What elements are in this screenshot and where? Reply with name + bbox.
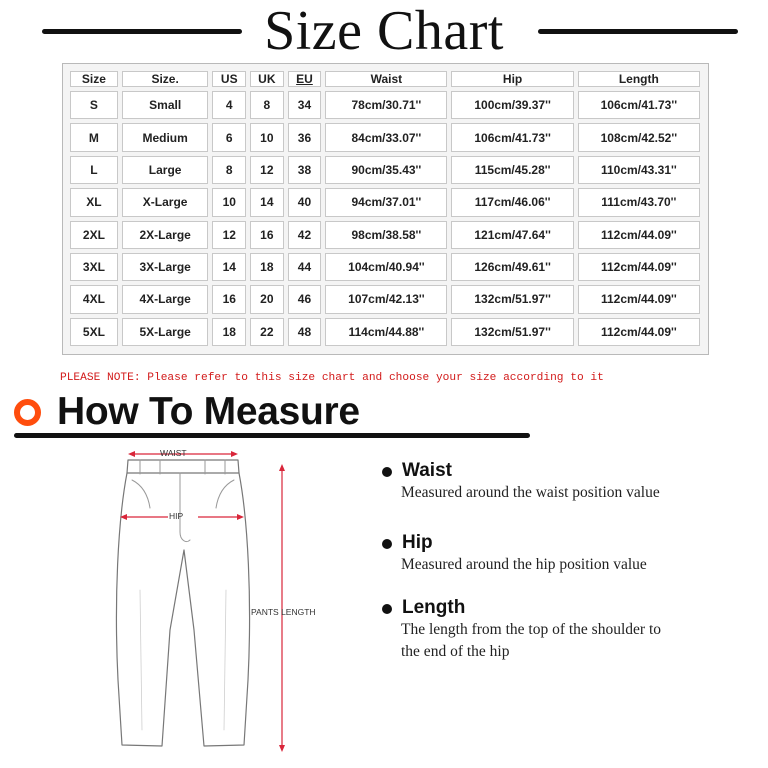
length-diagram-label: PANTS LENGTH: [251, 607, 316, 617]
cell-uk: 22: [250, 318, 284, 346]
hip-diagram-label: HIP: [169, 511, 184, 521]
header-hip: Hip: [451, 71, 573, 87]
cell-size: 4XL: [70, 285, 118, 313]
cell-eu: 42: [288, 221, 322, 249]
measure-title: Hip: [402, 532, 433, 553]
measure-desc-line: The length from the top of the shoulder to: [401, 621, 661, 638]
cell-length: 112cm/44.09'': [578, 285, 700, 313]
cell-waist: 104cm/40.94'': [325, 253, 447, 281]
cell-size: 3XL: [70, 253, 118, 281]
bullet-icon: [382, 539, 392, 549]
table-row: [70, 285, 700, 313]
cell-us: 16: [212, 285, 246, 313]
cell-uk: 14: [250, 188, 284, 216]
table-header-row: [70, 71, 700, 87]
cell-size-name: X-Large: [122, 188, 209, 216]
cell-size: 2XL: [70, 221, 118, 249]
cell-size-name: Large: [122, 156, 209, 184]
table-row: [70, 156, 700, 184]
header-waist: Waist: [325, 71, 447, 87]
cell-hip: 132cm/51.97'': [451, 318, 573, 346]
cell-uk: 10: [250, 123, 284, 151]
measure-desc: [401, 554, 731, 576]
cell-eu: 46: [288, 285, 322, 313]
cell-length: 108cm/42.52'': [578, 123, 700, 151]
table-row: [70, 221, 700, 249]
size-table-container: [62, 63, 709, 355]
measure-desc-line: the end of the hip: [401, 643, 510, 660]
cell-waist: 78cm/30.71'': [325, 91, 447, 119]
how-to-measure-title: How To Measure: [57, 390, 360, 433]
cell-length: 110cm/43.31'': [578, 156, 700, 184]
cell-hip: 132cm/51.97'': [451, 285, 573, 313]
cell-hip: 117cm/46.06'': [451, 188, 573, 216]
cell-size-name: Medium: [122, 123, 209, 151]
cell-eu: 38: [288, 156, 322, 184]
cell-hip: 121cm/47.64'': [451, 221, 573, 249]
cell-us: 6: [212, 123, 246, 151]
cell-size-name: 5X-Large: [122, 318, 209, 346]
table-row: [70, 123, 700, 151]
header-size-name: Size.: [122, 71, 209, 87]
header-size: Size: [70, 71, 118, 87]
cell-size: S: [70, 91, 118, 119]
cell-us: 4: [212, 91, 246, 119]
table-row: [70, 188, 700, 216]
measure-desc: [401, 619, 731, 663]
cell-waist: 114cm/44.88'': [325, 318, 447, 346]
bullet-icon: [382, 604, 392, 614]
cell-hip: 106cm/41.73'': [451, 123, 573, 151]
pants-waistband: [127, 460, 239, 473]
bullet-icon: [382, 467, 392, 477]
how-to-measure-rule: [14, 433, 530, 438]
cell-eu: 44: [288, 253, 322, 281]
cell-waist: 107cm/42.13'': [325, 285, 447, 313]
size-note: PLEASE NOTE: Please refer to this size chart and choose your size according to it: [60, 372, 604, 384]
cell-length: 112cm/44.09'': [578, 318, 700, 346]
table-row: [70, 91, 700, 119]
cell-us: 10: [212, 188, 246, 216]
cell-size-name: 3X-Large: [122, 253, 209, 281]
cell-uk: 12: [250, 156, 284, 184]
size-table: [66, 67, 704, 350]
cell-waist: 90cm/35.43'': [325, 156, 447, 184]
cell-eu: 48: [288, 318, 322, 346]
measure-desc: [401, 482, 731, 504]
cell-length: 106cm/41.73'': [578, 91, 700, 119]
header-uk: UK: [250, 71, 284, 87]
cell-waist: 84cm/33.07'': [325, 123, 447, 151]
table-row: [70, 318, 700, 346]
cell-eu: 40: [288, 188, 322, 216]
table-row: [70, 253, 700, 281]
cell-length: 111cm/43.70'': [578, 188, 700, 216]
cell-uk: 20: [250, 285, 284, 313]
cell-waist: 98cm/38.58'': [325, 221, 447, 249]
cell-us: 14: [212, 253, 246, 281]
cell-hip: 100cm/39.37'': [451, 91, 573, 119]
cell-us: 8: [212, 156, 246, 184]
measure-title: Waist: [402, 460, 452, 481]
cell-length: 112cm/44.09'': [578, 253, 700, 281]
cell-size: 5XL: [70, 318, 118, 346]
pants-diagram: [100, 440, 340, 768]
header-us: US: [212, 71, 246, 87]
cell-eu: 34: [288, 91, 322, 119]
cell-us: 12: [212, 221, 246, 249]
header-eu: [288, 71, 322, 87]
measure-desc-line: Measured around the waist position value: [401, 484, 660, 501]
cell-size-name: Small: [122, 91, 209, 119]
header-length: Length: [578, 71, 700, 87]
circle-bullet-icon: [14, 399, 41, 426]
cell-length: 112cm/44.09'': [578, 221, 700, 249]
cell-size: XL: [70, 188, 118, 216]
cell-size-name: 2X-Large: [122, 221, 209, 249]
page-title: Size Chart: [264, 0, 504, 62]
cell-size: M: [70, 123, 118, 151]
cell-uk: 8: [250, 91, 284, 119]
measure-title: Length: [402, 597, 466, 618]
cell-uk: 16: [250, 221, 284, 249]
cell-us: 18: [212, 318, 246, 346]
cell-uk: 18: [250, 253, 284, 281]
cell-eu: 36: [288, 123, 322, 151]
measure-desc-line: Measured around the hip position value: [401, 556, 647, 573]
cell-size-name: 4X-Large: [122, 285, 209, 313]
waist-diagram-label: WAIST: [160, 448, 187, 458]
cell-size: L: [70, 156, 118, 184]
cell-waist: 94cm/37.01'': [325, 188, 447, 216]
cell-hip: 126cm/49.61'': [451, 253, 573, 281]
header-eu-label: EU: [296, 72, 313, 86]
cell-hip: 115cm/45.28'': [451, 156, 573, 184]
